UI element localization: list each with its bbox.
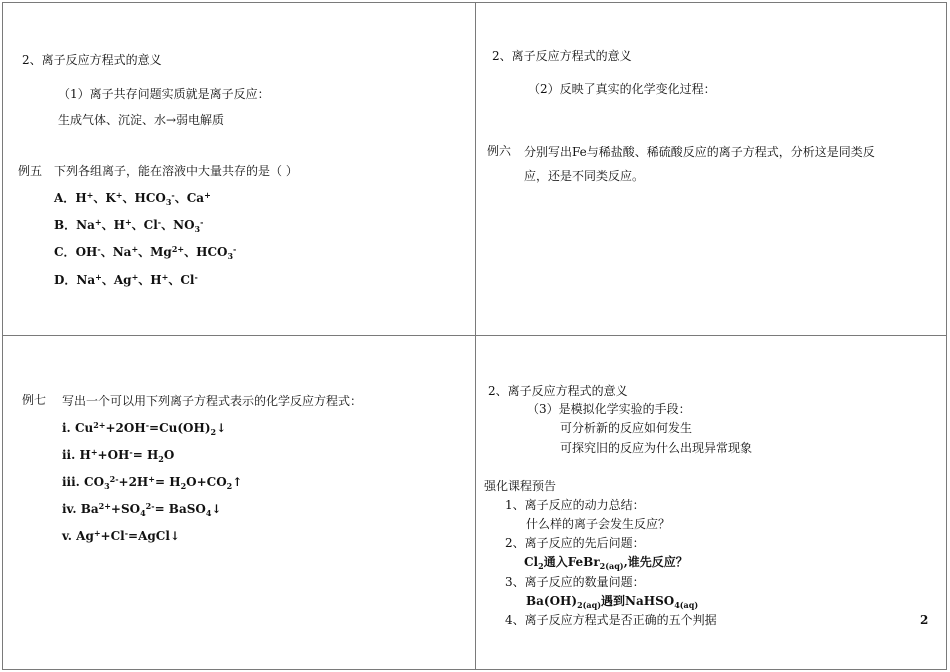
q4-point-sub1: 可分析新的反应如何发生 [560, 421, 693, 435]
q3-example-text: 写出一个可以用下列离子方程式表示的化学反应方程式： [62, 394, 363, 408]
q1-point: （1）离子共存问题实质就是离子反应： [58, 87, 270, 101]
q4-preview-title: 强化课程预告 [484, 479, 557, 493]
q3-eq-5: v. Ag++Cl-=AgCl↓ [62, 528, 180, 543]
q4-item-3: 3、离子反应的数量问题： [505, 575, 645, 589]
q1-example-label: 例五 [18, 164, 43, 178]
q2-example-label: 例六 [487, 144, 512, 158]
q4-item-2: 2、离子反应的先后问题： [505, 536, 645, 550]
q4-item-2-sub: $Cl_2$通入FeBr$_{2(aq)}$,谁先反应？ [524, 555, 688, 571]
q4-item-1-sub: 什么样的离子会发生反应？ [526, 517, 671, 531]
q3-eq-4: iv. $Ba^{2+}+SO_4^{2-}=$ BaSO$_4$↓ [62, 501, 222, 518]
q4-item-4: 4、离子反应方程式是否正确的五个判据 [505, 613, 717, 627]
q3-eq-2: ii. $H^++OH^-= H_2O$ [62, 447, 175, 464]
q1-option-a: A．H+、K+、$HCO_3^-$、Ca+ [54, 190, 211, 207]
q1-heading: 2、离子反应方程式的意义 [22, 53, 162, 67]
q4-point: （3）是模拟化学实验的手段： [527, 402, 691, 416]
q1-example-text: 下列各组离子，能在溶液中大量共存的是（ ） [54, 164, 298, 178]
q4-point-sub2: 可探究旧的反应为什么出现异常现象 [560, 441, 753, 455]
q3-example-label: 例七 [22, 393, 47, 407]
q4-heading: 2、离子反应方程式的意义 [488, 384, 628, 398]
q1-option-c: C．OH-、Na+、$Mg^{2+}$、$HCO_3^-$ [54, 244, 237, 261]
q4-item-3-sub: $Ba(OH)_{2(aq)}$遇到NaHSO$_{4(aq)}$ [526, 594, 699, 610]
q2-example-line1: 分别写出Fe与稀盐酸、稀硫酸反应的离子方程式，分析这是同类反 [524, 145, 875, 159]
page-number: 2 [920, 613, 929, 627]
q1-option-b: B．Na+、H+、Cl-、$NO_3^-$ [54, 217, 204, 234]
q3-eq-1: i. $Cu^{2+}+2OH^-=Cu(OH)_2↓$ [62, 420, 227, 437]
q4-item-1: 1、离子反应的动力总结： [505, 498, 645, 512]
q2-heading: 2、离子反应方程式的意义 [492, 49, 632, 63]
q1-option-d: D．Na+、Ag+、H+、Cl- [54, 272, 198, 287]
q1-sub: 生成气体、沉淀、水→弱电解质 [58, 113, 225, 127]
q2-point: （2）反映了真实的化学变化过程： [528, 82, 716, 96]
q2-example-line2: 应，还是不同类反应。 [524, 169, 645, 183]
q3-eq-3: iii. $CO_3^{2-}+2H^+=$ $H_2O+CO_2↑$ [62, 474, 243, 491]
